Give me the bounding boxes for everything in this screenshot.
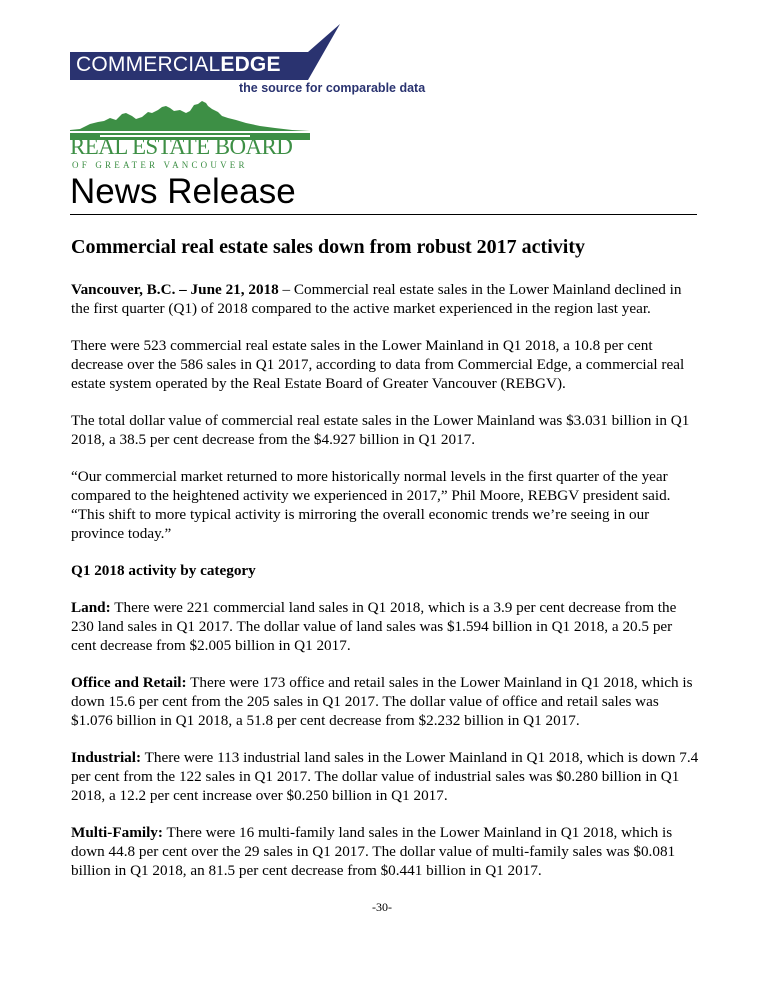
dateline: Vancouver, B.C. – June 21, 2018 xyxy=(71,281,279,298)
category-section-heading: Q1 2018 activity by category xyxy=(71,562,256,579)
quote-paragraph: “Our commercial market returned to more historically normal levels in the first quarter of the year compared to the heightened activity we experienced in 2017,” Phil Moore, REBGV president said. “This shift to more typical activity is mirroring the overall economic trends we’re seeing in our province today.” xyxy=(71,468,671,542)
commercial-edge-logo xyxy=(70,24,430,100)
multi-family-text: There were 16 multi-family land sales in the Lower Mainland in Q1 2018, which is down 44.8 per cent over the 29 sales in Q1 2017. The dollar value of multi-family sales was $0.081 billion in Q1 2018, an 81.5 per cent decrease from $0.441 billion in Q1 2017. xyxy=(71,824,676,879)
office-retail-label: Office and Retail: xyxy=(71,674,187,691)
reb-logo xyxy=(70,100,310,176)
industrial-paragraph xyxy=(71,748,701,805)
article-headline: Commercial real estate sales down from robust 2017 activity xyxy=(71,236,585,258)
article-body xyxy=(71,232,701,898)
page-number: -30- xyxy=(372,900,392,914)
news-release-title: News Release xyxy=(70,172,296,211)
office-retail-text: There were 173 office and retail sales in the Lower Mainland in Q1 2018, which is down 15.6 per cent from the 205 sales in Q1 2017. The dollar value of office and retail sales was $1.076 billion in Q1 2018, a 51.8 per cent decrease from $2.232 billion in Q1 2017. xyxy=(71,674,693,729)
ce-word-edge: EDGE xyxy=(220,53,281,76)
intro-paragraph xyxy=(71,280,701,318)
ce-word-commercial: COMMERCIAL xyxy=(76,53,221,76)
reb-name: REAL ESTATE BOARD xyxy=(70,134,293,159)
industrial-text: There were 113 industrial land sales in the Lower Mainland in Q1 2018, which is down 7.4 per cent from the 122 sales in Q1 2017. The dollar value of industrial sales was $0.280 billion in Q1 2018, a 12.2 per cent increase over $0.250 billion in Q1 2017. xyxy=(71,749,699,804)
multi-family-label: Multi-Family: xyxy=(71,824,163,841)
land-paragraph xyxy=(71,598,701,655)
land-text: There were 221 commercial land sales in Q1 2018, which is a 3.9 per cent decrease from the 230 land sales in Q1 2017. The dollar value of land sales was $1.594 billion in Q1 2018, a 20.5 per cent decrease from $2.005 billion in Q1 2017. xyxy=(71,599,677,654)
intro-text: – Commercial real estate sales in the Lower Mainland declined in the first quarter (Q1) of 2018 compared to the active market experienced in the region last year. xyxy=(71,281,682,317)
sales-count-paragraph: There were 523 commercial real estate sales in the Lower Mainland in Q1 2018, a 10.8 per cent decrease over the 586 sales in Q1 2017, according to data from Commercial Edge, a commercial real estate system operated by the Real Estate Board of Greater Vancouver (REBGV). xyxy=(71,337,685,392)
office-retail-paragraph xyxy=(71,673,701,730)
land-label: Land: xyxy=(71,599,111,616)
commercial-edge-tagline: the source for comparable data xyxy=(239,81,426,95)
commercial-edge-wordmark xyxy=(76,50,281,80)
industrial-label: Industrial: xyxy=(71,749,142,766)
multi-family-paragraph xyxy=(71,823,701,880)
reb-subtitle: OF GREATER VANCOUVER xyxy=(72,160,248,170)
sales-value-paragraph: The total dollar value of commercial real estate sales in the Lower Mainland was $3.031 billion in Q1 2018, a 38.5 per cent decrease from the $4.927 billion in Q1 2017. xyxy=(71,412,690,448)
header-divider xyxy=(70,214,697,215)
